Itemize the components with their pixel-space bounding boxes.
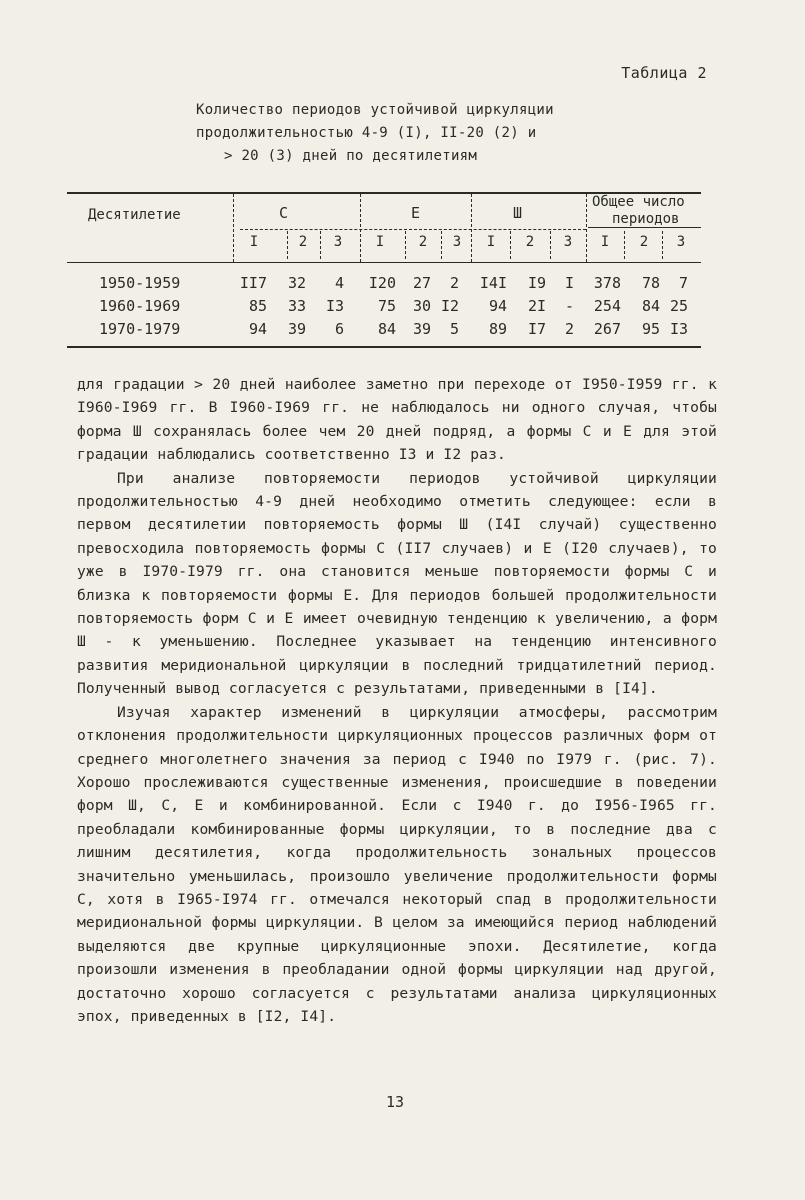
table-cell: 84 <box>641 297 660 315</box>
table-cell: 94 <box>248 320 267 338</box>
table-divider <box>287 231 288 259</box>
table-divider <box>510 231 511 259</box>
page-number: 13 <box>385 1093 405 1111</box>
table-subheader-rule <box>240 229 586 230</box>
table-cell: I7 <box>527 320 546 338</box>
subheader-cell: 3 <box>676 234 686 250</box>
table-cell: 2 <box>449 274 459 292</box>
caption-line-1: Количество периодов устойчивой циркуляции <box>196 102 554 118</box>
table-cell: 6 <box>334 320 344 338</box>
table-divider <box>471 194 472 262</box>
subheader-cell: 2 <box>418 234 428 250</box>
table-header-rule <box>67 262 701 263</box>
table-cell: - <box>564 297 574 315</box>
subheader-cell: I <box>486 234 496 250</box>
table-cell: 89 <box>488 320 507 338</box>
table-divider <box>624 231 625 259</box>
header-form-e: Е <box>411 204 421 222</box>
table-cell: 267 <box>593 320 621 338</box>
table-cell: 75 <box>377 297 396 315</box>
header-form-sh: Ш <box>513 204 523 222</box>
table-divider <box>550 231 551 259</box>
subheader-cell: 3 <box>333 234 343 250</box>
header-total-2: периодов <box>612 211 680 227</box>
row-decade: 1950-1959 <box>99 274 181 292</box>
row-decade: 1960-1969 <box>99 297 181 315</box>
table-divider <box>320 231 321 259</box>
table-cell: I2 <box>440 297 459 315</box>
table-cell: 78 <box>641 274 660 292</box>
table-cell: 2 <box>564 320 574 338</box>
table-cell: 254 <box>593 297 621 315</box>
table-divider <box>233 194 234 262</box>
table-caption <box>196 99 656 168</box>
subheader-cell: 3 <box>452 234 462 250</box>
table-cell: II7 <box>239 274 267 292</box>
header-decade: Десятилетие <box>88 207 181 223</box>
body-text <box>77 373 717 1028</box>
table-cell: I20 <box>368 274 396 292</box>
table-cell: 32 <box>287 274 306 292</box>
header-form-c: С <box>279 204 289 222</box>
table-cell: 39 <box>412 320 431 338</box>
table-cell: 95 <box>641 320 660 338</box>
table-bottom-rule <box>67 346 701 348</box>
header-total: Общее число <box>592 194 685 210</box>
table-cell: 33 <box>287 297 306 315</box>
table-divider <box>405 231 406 259</box>
caption-line-3: > 20 (3) дней по десятилетиям <box>224 148 478 164</box>
table-subheader-rule <box>588 227 701 228</box>
paragraph: Изучая характер изменений в циркуляции атмосферы, рассмотрим отклонения продолжительности циркуляционных процессов различных форм от среднего многолетнего значения за период с I940 по I979 г. (рис. 7). Хорошо прослеживаются существенные изменения, происшедшие в поведении форм Ш, С, Е и комбинированной. Если с I940 г. до I956-I965 гг. преобладали комбинированные формы циркуляции, то в последние два с лишним десятилетия, когда продолжительность зональных процессов значительно уменьшилась, произошло увеличение продолжительности формы С, хотя в I965-I974 гг. отмечался некоторый спад в продолжительности меридиональной формы циркуляции. В целом за имеющийся период наблюдений выделяются две крупные циркуляционные эпохи. Десятилетие, когда произошли изменения в преобладании одной формы циркуляции над другой, достаточно хорошо согласуется с результатами анализа циркуляционных эпох, приведенных в [I2, I4]. <box>77 703 717 1025</box>
subheader-cell: I <box>375 234 385 250</box>
table-cell: 4 <box>334 274 344 292</box>
table-divider <box>441 231 442 259</box>
subheader-cell: 3 <box>563 234 573 250</box>
row-decade: 1970-1979 <box>99 320 181 338</box>
subheader-cell: I <box>249 234 259 250</box>
table-label: Таблица 2 <box>621 64 707 82</box>
table-cell: 378 <box>593 274 621 292</box>
table-cell: 84 <box>377 320 396 338</box>
table-cell: 5 <box>449 320 459 338</box>
table-cell: 27 <box>412 274 431 292</box>
table-cell: 85 <box>248 297 267 315</box>
paragraph: для градации > 20 дней наиболее заметно при переходе от I950-I959 гг. к I960-I969 гг. В I960-I969 гг. не наблюдалось ни одного случая, чтобы форма Ш сохранялась более чем 20 дней подряд, а формы С и Е для этой градации наблюдались соответственно I3 и I2 раз. <box>77 376 717 464</box>
table-cell: 30 <box>412 297 431 315</box>
table-cell: I9 <box>527 274 546 292</box>
subheader-cell: 2 <box>639 234 649 250</box>
table-divider <box>586 194 587 262</box>
table-cell: I3 <box>325 297 344 315</box>
table-cell: 39 <box>287 320 306 338</box>
subheader-cell: 2 <box>525 234 535 250</box>
table-cell: I <box>564 274 574 292</box>
caption-line-2: продолжительностью 4-9 (I), II-20 (2) и <box>196 125 537 141</box>
table-cell: 7 <box>678 274 688 292</box>
subheader-cell: I <box>600 234 610 250</box>
table-divider <box>662 231 663 259</box>
table-cell: 94 <box>488 297 507 315</box>
table-cell: 25 <box>669 297 688 315</box>
subheader-cell: 2 <box>298 234 308 250</box>
table-cell: 2I <box>527 297 546 315</box>
table-cell: I4I <box>479 274 507 292</box>
paragraph: При анализе повторяемости периодов устойчивой циркуляции продолжительностью 4-9 дней необходимо отметить следующее: если в первом десятилетии повторяемость формы Ш (I4I случай) существенно превосходила повторяемость формы С (II7 случаев) и Е (I20 случаев), то уже в I970-I979 гг. она становится меньше повторяемости формы С и близка к повторяемости формы Е. Для периодов большей продолжительности повторяемость форм С и Е имеет очевидную тенденцию к увеличению, а форм Ш - к уменьшению. Последнее указывает на тенденцию интенсивного развития меридиональной циркуляции в последний тридцатилетний период. Полученный вывод согласуется с результатами, приведенными в [I4]. <box>77 469 717 698</box>
table-cell: I3 <box>669 320 688 338</box>
table-divider <box>360 194 361 262</box>
